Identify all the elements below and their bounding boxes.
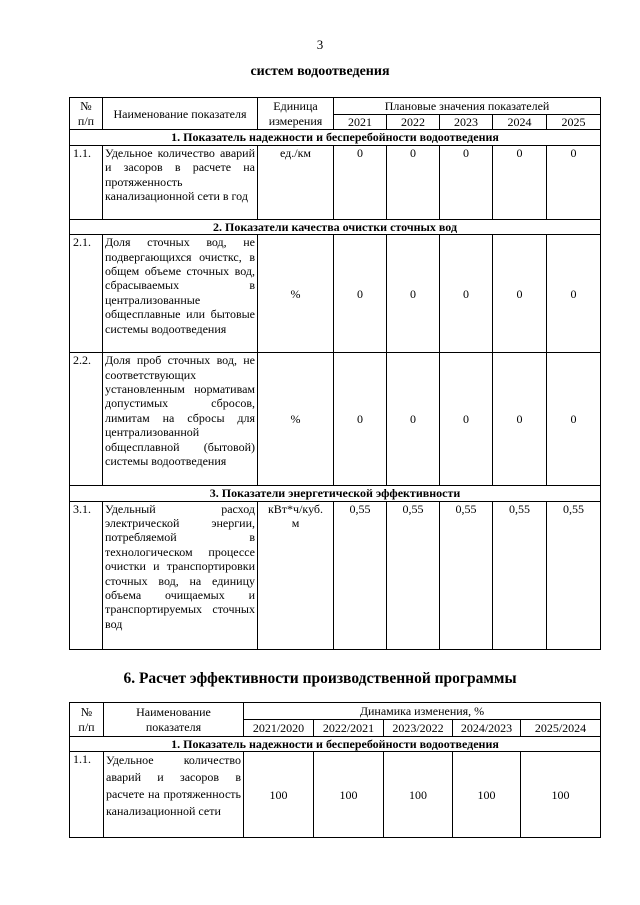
header-period: 2024/2023	[453, 720, 521, 737]
value-cell: 0	[387, 145, 440, 219]
header-dynamics: Динамика изменения, %	[244, 703, 601, 720]
row-number: 2.1.	[70, 235, 103, 353]
value-cell: 0	[334, 145, 387, 219]
value-cell: 0	[440, 145, 493, 219]
value-cell: 0	[493, 145, 547, 219]
indicator-name: Доля сточных вод, не подвергающихся очисткс, в общем объеме сточных вод, сбрасываемых в централизованные общесплавные или бытовые системы водоотведения	[103, 235, 258, 353]
unit-cell: кВт*ч/куб. м	[258, 501, 334, 649]
page-number: 3	[316, 37, 324, 52]
value-cell: 0	[334, 353, 387, 486]
header-period: 2021/2020	[244, 720, 314, 737]
indicator-name: Удельный расход электрической энергии, потребляемой в технологическом процессе очистки и транспортировки сточных вод, на единицу объема очищаемых и транспортируемых сточных вод	[103, 501, 258, 649]
header-year: 2023	[440, 115, 493, 130]
header-name: Наименование показателя	[104, 703, 244, 737]
unit-cell: %	[258, 353, 334, 486]
section-title: 3. Показатели энергетической эффективности	[70, 486, 601, 501]
value-cell: 100	[384, 752, 453, 838]
value-cell: 100	[453, 752, 521, 838]
header-unit: Единица измерения	[258, 98, 334, 130]
value-cell: 0	[547, 145, 601, 219]
header-period: 2022/2021	[314, 720, 384, 737]
section-6-heading: 6. Расчет эффективности производственной программы	[123, 670, 517, 687]
value-cell: 0	[440, 235, 493, 353]
table1-heading-continuation: систем водоотведения	[250, 64, 390, 79]
header-year: 2024	[493, 115, 547, 130]
value-cell: 0	[493, 235, 547, 353]
row-number: 3.1.	[70, 501, 103, 649]
header-num: № п/п	[70, 98, 103, 130]
row-number: 1.1.	[70, 752, 104, 838]
value-cell: 0,55	[387, 501, 440, 649]
indicator-name: Доля проб сточных вод, не соответствующих установленным нормативам допустимых сбросов, лимитам на сбросы для централизованной общесплавной (бытовой) системы водоотведения	[103, 353, 258, 486]
value-cell: 100	[521, 752, 601, 838]
value-cell: 100	[314, 752, 384, 838]
value-cell: 0	[440, 353, 493, 486]
header-year: 2022	[387, 115, 440, 130]
indicator-name: Удельное количество аварий и засоров в расчете на протяженность канализационной сети	[104, 752, 244, 838]
value-cell: 100	[244, 752, 314, 838]
row-number: 2.2.	[70, 353, 103, 486]
unit-cell: ед./км	[258, 145, 334, 219]
indicator-name: Удельное количество аварий и засоров в расчете на протяженность канализационной сети в год	[103, 145, 258, 219]
value-cell: 0,55	[493, 501, 547, 649]
unit-cell: %	[258, 235, 334, 353]
planned-values-table	[69, 97, 601, 650]
header-planned-values: Плановые значения показателей	[334, 98, 601, 115]
header-num: № п/п	[70, 703, 104, 737]
header-period: 2025/2024	[521, 720, 601, 737]
value-cell: 0,55	[547, 501, 601, 649]
value-cell: 0	[547, 353, 601, 486]
section-title: 1. Показатель надежности и бесперебойности водоотведения	[70, 130, 601, 145]
value-cell: 0	[493, 353, 547, 486]
header-year: 2021	[334, 115, 387, 130]
value-cell: 0	[547, 235, 601, 353]
value-cell: 0,55	[334, 501, 387, 649]
value-cell: 0	[387, 353, 440, 486]
row-number: 1.1.	[70, 145, 103, 219]
header-period: 2023/2022	[384, 720, 453, 737]
efficiency-table	[69, 702, 601, 838]
value-cell: 0	[334, 235, 387, 353]
value-cell: 0	[387, 235, 440, 353]
section-title: 2. Показатели качества очистки сточных вод	[70, 219, 601, 234]
value-cell: 0,55	[440, 501, 493, 649]
header-name: Наименование показателя	[103, 98, 258, 130]
section-title: 1. Показатель надежности и бесперебойности водоотведения	[70, 737, 601, 752]
header-year: 2025	[547, 115, 601, 130]
